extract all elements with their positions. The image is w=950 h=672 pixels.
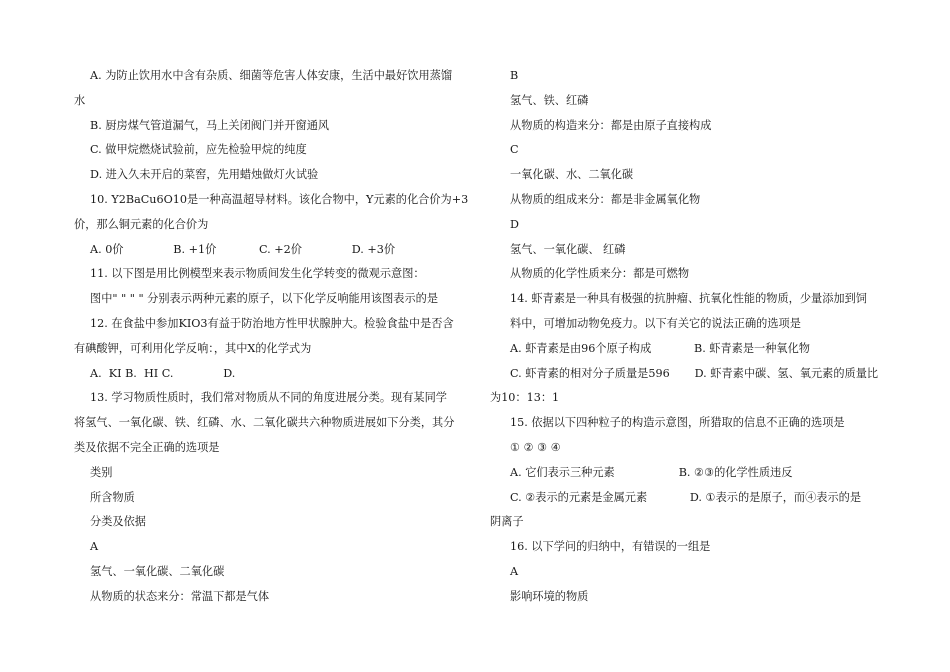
right-column	[490, 64, 884, 610]
text-line: 阴离子	[490, 515, 524, 529]
table-cell: A	[90, 540, 99, 554]
text-line: 有碘酸钾，可利用化学反响：，其中X的化学式为	[74, 341, 312, 355]
text-line: 水	[74, 93, 86, 107]
question-15-line: 15. 依据以下四种粒子的构造示意图，所猎取的信息不正确的选项是	[510, 416, 845, 430]
text-line: 价，那么铜元素的化合价为	[74, 217, 209, 231]
question-12-line: 12. 在食盐中参加KIO3有益于防治地方性甲状腺肿大。检验食盐中是否含	[90, 316, 454, 330]
table-cell: A	[510, 564, 519, 578]
question-15-options: C. ②表示的元素是金属元素 D. ①表示的是原子，而④表示的是	[510, 490, 862, 504]
table-cell: 分类及依据	[90, 515, 146, 529]
table-cell: 氢气、铁、红磷	[510, 93, 589, 107]
text-line: 类及依据不完全正确的选项是	[74, 440, 220, 454]
question-14-options: C. 虾青素的相对分子质量是596 D. 虾青素中碳、氢、氧元素的质量比	[510, 366, 879, 380]
table-cell: 氢气、一氧化碳、二氧化碳	[90, 564, 225, 578]
question-16-line: 16. 以下学问的归纳中，有错误的一组是	[510, 540, 711, 554]
left-column	[74, 64, 474, 610]
table-cell: C	[510, 143, 519, 157]
text-line: D. 进入久未开启的菜窖，先用蜡烛做灯火试验	[90, 168, 319, 182]
question-10-options: A. 0价 B. +1价 C. +2价 D. +3价	[90, 242, 396, 256]
question-10-line: 10. Y2BaCu6O10是一种高温超导材料。该化合物中，Y元素的化合价为+3	[90, 192, 469, 206]
particle-labels: ① ② ③ ④	[510, 440, 561, 454]
text-line: C. 做甲烷燃烧试验前，应先检验甲烷的纯度	[90, 143, 307, 157]
question-13-line: 13. 学习物质性质时，我们常对物质从不同的角度进展分类。现有某同学	[90, 391, 447, 405]
question-11-line: 11. 以下图是用比例模型来表示物质间发生化学转变的微观示意图：	[90, 267, 425, 281]
text-line: 图中" " " " 分别表示两种元素的原子，以下化学反响能用该图表示的是	[90, 292, 439, 306]
table-cell: 一氧化碳、水、二氧化碳	[510, 168, 634, 182]
question-12-options: A. KI B. HI C. D.	[90, 366, 236, 380]
table-cell: 类别	[90, 465, 113, 479]
table-cell: 影响环境的物质	[510, 589, 589, 603]
table-cell: 氢气、一氧化碳、 红磷	[510, 242, 626, 256]
text-line: 为10：13：1	[490, 391, 560, 405]
question-15-options: A. 它们表示三种元素 B. ②③的化学性质违反	[510, 465, 793, 479]
table-cell: 所含物质	[90, 490, 135, 504]
question-14-options: A. 虾青素是由96个原子构成 B. 虾青素是一种氧化物	[510, 341, 810, 355]
table-cell: 从物质的组成来分：都是非金属氧化物	[510, 192, 701, 206]
table-cell: 从物质的构造来分：都是由原子直接构成	[510, 118, 712, 132]
table-cell: 从物质的化学性质来分：都是可燃物	[510, 267, 690, 281]
text-line: A. 为防止饮用水中含有杂质、细菌等危害人体安康，生活中最好饮用蒸馏	[90, 69, 453, 82]
text-line: B. 厨房煤气管道漏气，马上关闭阀门并开窗通风	[90, 118, 330, 132]
text-line: 将氢气、一氧化碳、铁、红磷、水、二氧化碳共六种物质进展如下分类，其分	[74, 416, 455, 430]
table-cell: D	[510, 217, 519, 231]
text-line: 料中，可增加动物免疫力。以下有关它的说法正确的选项是	[510, 316, 801, 330]
question-14-line: 14. 虾青素是一种具有极强的抗肿瘤、抗氧化性能的物质，少量添加到饲	[510, 292, 867, 306]
table-cell: 从物质的状态来分：常温下都是气体	[90, 589, 270, 603]
table-cell: B	[510, 69, 519, 82]
